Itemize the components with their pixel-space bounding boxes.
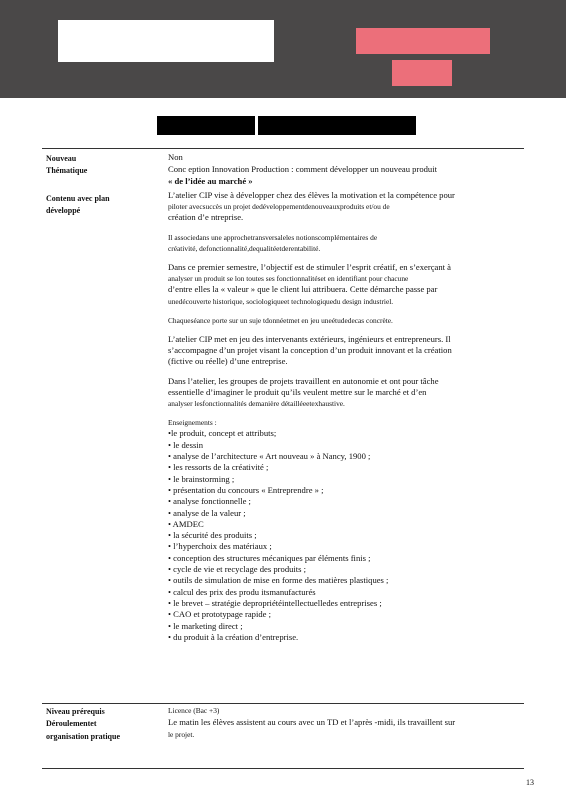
p6-line1: Dans l’atelier, les groupes de projets travaillent en autonomie et ont pour tâche: [168, 375, 439, 386]
p6-line2: essentielle d’imaginer le produit qu’ils veulent mettre sur le marché et d’en: [168, 386, 427, 397]
value-thematique-2: « de l’idée au marché »: [168, 176, 253, 186]
value-niveau: Licence (Bac +3): [168, 706, 220, 715]
logo-placeholder: [58, 20, 274, 62]
list-item: • analyse de la valeur ;: [168, 507, 246, 518]
label-deroulement: Déroulementet: [46, 719, 97, 728]
p1-line3: création d’e ntreprise.: [168, 212, 244, 223]
table-mid-rule: [42, 703, 524, 704]
p3-line2: analyser un produit se lon toutes ses fonctionnalitéset en identifiant pour chacune: [168, 274, 409, 284]
label-contenu: Contenu avec plan: [46, 194, 110, 203]
p5-line3: (fictive ou réelle) d’une entreprise.: [168, 356, 288, 367]
p3-line3: d’entre elles la « valeur » que le client lui attribuera. Cette démarche passe par: [168, 284, 438, 295]
p4-line1: Chaqueséance porte sur un suje tdonnéetmet en jeu uneétudedecas concrète.: [168, 315, 393, 325]
list-item: • l’hyperchoix des matériaux ;: [168, 541, 272, 552]
value-thematique-1: Conc eption Innovation Production : comment développer un nouveau produit: [168, 164, 437, 174]
p3-line4: unedécouverte historique, sociologiqueet technologiquedu design industriel.: [168, 296, 394, 306]
p3-line1: Dans ce premier semestre, l’objectif est de stimuler l’esprit créatif, en s’exerçant à: [168, 262, 451, 273]
p5-line1: L’atelier CIP met en jeu des intervenants extérieurs, ingénieurs et entrepreneurs. Il: [168, 334, 451, 345]
list-item: • le dessin: [168, 439, 203, 450]
p5-line2: s’accompagne d’un projet visant la conception d’un produit innovant et la création: [168, 345, 452, 356]
list-item: • la sécurité des produits ;: [168, 530, 257, 541]
label-developpe: développé: [46, 206, 81, 215]
p1-line2: piloter avecsuccès un projet dedéveloppementdenouveauxproduits et/ou de: [168, 202, 390, 212]
header-tag-top: [356, 28, 490, 54]
list-item: • du produit à la création d’entreprise.: [168, 631, 299, 642]
p2-line1: Il associedans une approchetransversaleles notionscomplémentaires de: [168, 232, 378, 242]
list-item: • le brevet – stratégie depropriétéintellectuelledes entreprises ;: [168, 597, 382, 608]
content-body: [168, 190, 502, 643]
value-deroulement-2: le projet.: [168, 730, 195, 739]
p2-line2: créativité, defonctionnalité,dequalitéetderentabilité.: [168, 243, 321, 253]
redacted-title-right: [258, 116, 416, 135]
header-band: [0, 0, 566, 98]
p6-line3: analyser lesfonctionnalités demanière détailléeetexhaustive.: [168, 399, 345, 409]
list-item: • CAO et prototypage rapide ;: [168, 609, 272, 620]
table-bottom-rule: [42, 768, 524, 769]
list-item: • cycle de vie et recyclage des produits ;: [168, 564, 307, 575]
list-item: • conception des structures mécaniques par éléments finis ;: [168, 552, 371, 563]
page-number: 13: [526, 778, 534, 787]
list-item: • présentation du concours « Entreprendre » ;: [168, 484, 324, 495]
label-organisation: organisation pratique: [46, 732, 121, 741]
list-item: • analyse fonctionnelle ;: [168, 496, 251, 507]
list-item: • calcul des prix des produ itsmanufacturés: [168, 586, 316, 597]
p1-line1: L’atelier CIP vise à développer chez des élèves la motivation et la compétence pour: [168, 190, 455, 200]
label-niveau: Niveau prérequis: [46, 707, 105, 716]
list-item: • AMDEC: [168, 518, 204, 529]
enseignements-list: [168, 428, 502, 643]
list-item: • analyse de l’architecture « Art nouveau » à Nancy, 1900 ;: [168, 451, 371, 462]
redacted-title-left: [157, 116, 255, 135]
list-item: • les ressorts de la créativité ;: [168, 462, 269, 473]
list-item: •le produit, concept et attributs;: [168, 428, 277, 439]
table-top-rule: [42, 148, 524, 149]
list-item: • le marketing direct ;: [168, 620, 243, 631]
label-nouveau: Nouveau: [46, 154, 77, 163]
label-thematique: Thématique: [46, 166, 88, 175]
enseignements-title: Enseignements :: [168, 418, 217, 428]
value-nouveau: Non: [168, 152, 183, 162]
value-deroulement-1: Le matin les élèves assistent au cours avec un TD et l’après -midi, ils travaillent sur: [168, 717, 456, 727]
list-item: • outils de simulation de mise en forme des matières plastiques ;: [168, 575, 389, 586]
header-tag-bottom: [392, 60, 452, 86]
list-item: • le brainstorming ;: [168, 473, 235, 484]
